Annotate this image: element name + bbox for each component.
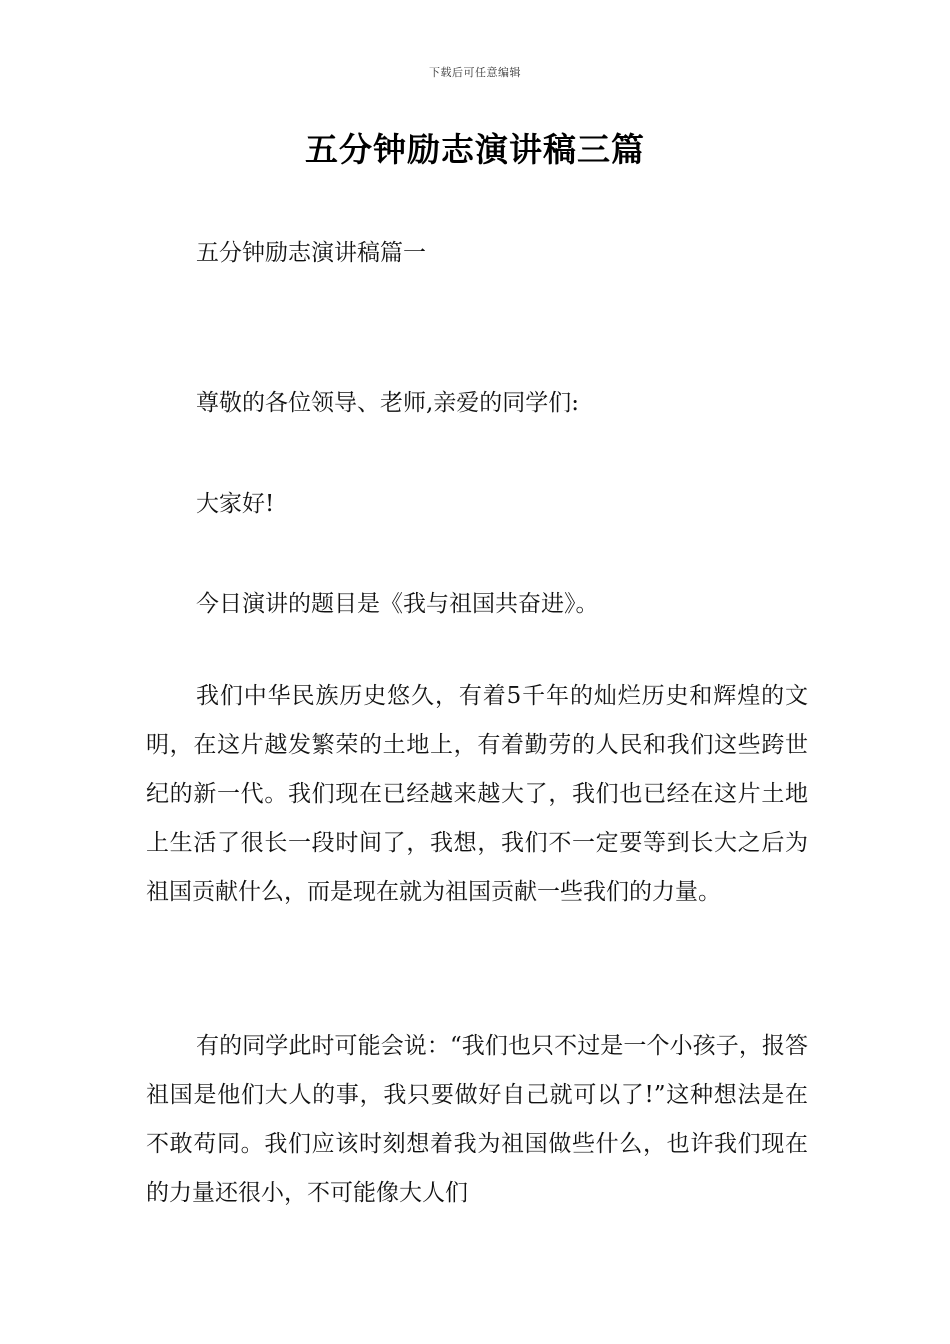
topic-line: 今日演讲的题目是《我与祖国共奋进》。 bbox=[196, 591, 599, 617]
salutation-line: 尊敬的各位领导、老师,亲爱的同学们: bbox=[196, 390, 580, 416]
header-note: 下载后可任意编辑 bbox=[429, 66, 521, 79]
body-paragraph: 有的同学此时可能会说：“我们也只不过是一个小孩子，报答祖国是他们大人的事，我只要做好自己就可以了!”这种想法是在不敢苟同。我们应该时刻想着我为祖国做些什么，也许我们现在的力量还很小，不可能像大人们 bbox=[146, 1033, 808, 1206]
section-heading: 五分钟励志演讲稿篇一 bbox=[196, 240, 426, 266]
greeting-line: 大家好! bbox=[196, 491, 275, 517]
document-title: 五分钟励志演讲稿三篇 bbox=[305, 130, 645, 169]
body-paragraph: 我们中华民族历史悠久，有着5千年的灿烂历史和辉煌的文明，在这片越发繁荣的土地上，有着勤劳的人民和我们这些跨世纪的新一代。我们现在已经越来越大了，我们也已经在这片土地上生活了很长一段时间了，我想，我们不一定要等到长大之后为祖国贡献什么，而是现在就为祖国贡献一些我们的力量。 bbox=[146, 683, 808, 905]
